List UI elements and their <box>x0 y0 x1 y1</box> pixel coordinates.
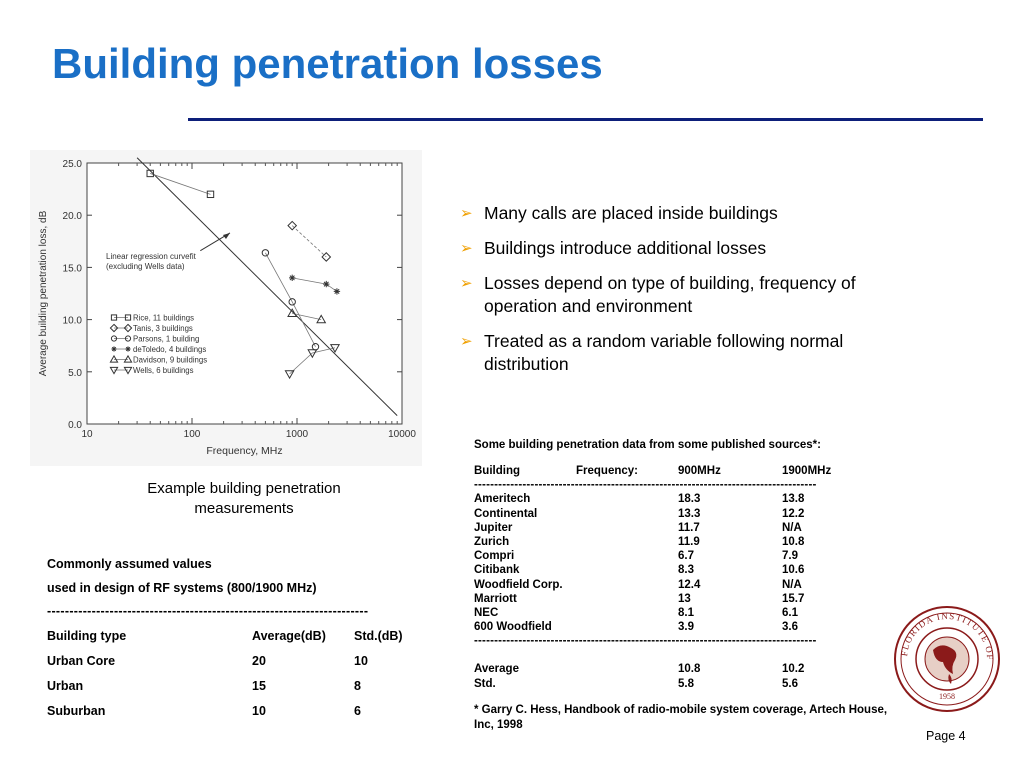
table-row: Jupiter 11.7 N/A <box>474 521 802 534</box>
x-tick-label: 10000 <box>388 429 416 440</box>
x-axis-label: Frequency, MHz <box>206 445 283 457</box>
page-number: Page 4 <box>926 729 966 743</box>
table-row-average: Average 10.8 10.2 <box>474 663 805 676</box>
title-underline <box>188 118 983 121</box>
penetration-loss-chart <box>30 150 422 466</box>
published-rows <box>474 492 894 634</box>
header-cell: Building type <box>47 629 127 643</box>
chart-svg <box>30 150 422 466</box>
table-row: NEC 8.1 6.1 <box>474 606 798 619</box>
header-cell: Std.(dB) <box>354 629 403 643</box>
plot-area <box>87 163 402 424</box>
seal-text: FLORIDA INSTITUTE OF <box>899 610 996 661</box>
table-row: Ameritech 18.3 13.8 <box>474 493 805 506</box>
y-tick-label: 15.0 <box>62 263 82 275</box>
table-row: Urban Core 20 10 <box>47 654 368 668</box>
table-header-row <box>474 464 894 478</box>
published-intro: Some building penetration data from some published sources*: <box>474 439 821 451</box>
header-cell: 1900MHz <box>782 465 832 477</box>
assumed-title: Commonly assumed values <box>47 557 212 571</box>
footnote: * Garry C. Hess, Handbook of radio-mobile system coverage, Artech House, Inc, 1998 <box>474 703 888 731</box>
divider: ------------------------------------------------------------------------------------- <box>474 479 817 492</box>
header-cell: Building <box>474 465 520 477</box>
legend-entry: Parsons, 1 building <box>133 334 200 344</box>
header-cell: Frequency: <box>576 465 638 477</box>
divider: ------------------------------------------------------------------------ <box>47 604 369 618</box>
arrow-bullet-icon: ➢ <box>460 275 473 292</box>
published-data-table <box>474 438 894 733</box>
table-row: Compri 6.7 7.9 <box>474 550 798 563</box>
bullet-item: ➢ Many calls are placed inside buildings <box>460 203 778 223</box>
legend-entry: Tanis, 3 buildings <box>133 324 193 334</box>
y-tick-label: 20.0 <box>62 211 82 223</box>
bullet-item: ➢ Buildings introduce additional losses <box>460 238 767 258</box>
bullet-item: ➢ Losses depend on type of building, frequency of operation and environment <box>460 273 856 316</box>
arrow-bullet-icon: ➢ <box>460 333 473 350</box>
assumed-values-table <box>47 556 417 728</box>
legend-entry: Rice, 11 buildings <box>133 313 194 323</box>
table-row: Urban 15 8 <box>47 679 361 693</box>
table-row: Woodfield Corp. 12.4 N/A <box>474 578 802 591</box>
legend-entry: Davidson, 9 buildings <box>133 355 208 365</box>
table-row-std: Std. 5.8 5.6 <box>474 677 798 690</box>
assumed-subtitle: used in design of RF systems (800/1900 MHz) <box>47 581 317 595</box>
header-cell: Average(dB) <box>252 629 326 643</box>
seal-icon <box>893 604 1001 714</box>
arrow-bullet-icon: ➢ <box>460 205 473 222</box>
chart-caption: Example building penetration measurements <box>147 480 341 517</box>
table-header-row <box>47 628 417 653</box>
table-row: Zurich 11.9 10.8 <box>474 535 805 548</box>
annotation-label: (excluding Wells data) <box>106 262 185 272</box>
seal-year: 1958 <box>939 692 955 701</box>
legend-entry: Wells, 6 buildings <box>133 366 194 376</box>
university-seal-logo <box>893 604 1001 714</box>
table-row: Citibank 8.3 10.6 <box>474 564 805 577</box>
y-tick-label: 10.0 <box>62 315 82 327</box>
y-tick-label: 0.0 <box>68 420 82 431</box>
table-row: Continental 13.3 12.2 <box>474 507 805 520</box>
bullet-item: ➢ Treated as a random variable following normal distribution <box>460 331 844 374</box>
slide-title: Building penetration losses <box>52 40 603 87</box>
x-tick-label: 1000 <box>285 429 309 440</box>
table-row: 600 Woodfield 3.9 3.6 <box>474 621 798 634</box>
header-cell: 900MHz <box>678 465 721 477</box>
table-row: Marriott 13 15.7 <box>474 592 805 605</box>
annotation-label: Linear regression curvefit <box>106 252 196 262</box>
divider: ------------------------------------------------------------------------------------- <box>474 635 817 648</box>
y-tick-label: 5.0 <box>68 367 82 379</box>
bullet-list <box>460 202 930 388</box>
x-tick-label: 10 <box>81 429 93 440</box>
table-row: Suburban 10 6 <box>47 704 361 718</box>
legend-entry: deToledo, 4 buildings <box>133 345 207 355</box>
y-tick-label: 25.0 <box>62 159 82 170</box>
x-tick-label: 100 <box>183 429 201 440</box>
arrow-bullet-icon: ➢ <box>460 240 473 257</box>
y-axis-label: Average building penetration loss, dB <box>38 210 49 377</box>
